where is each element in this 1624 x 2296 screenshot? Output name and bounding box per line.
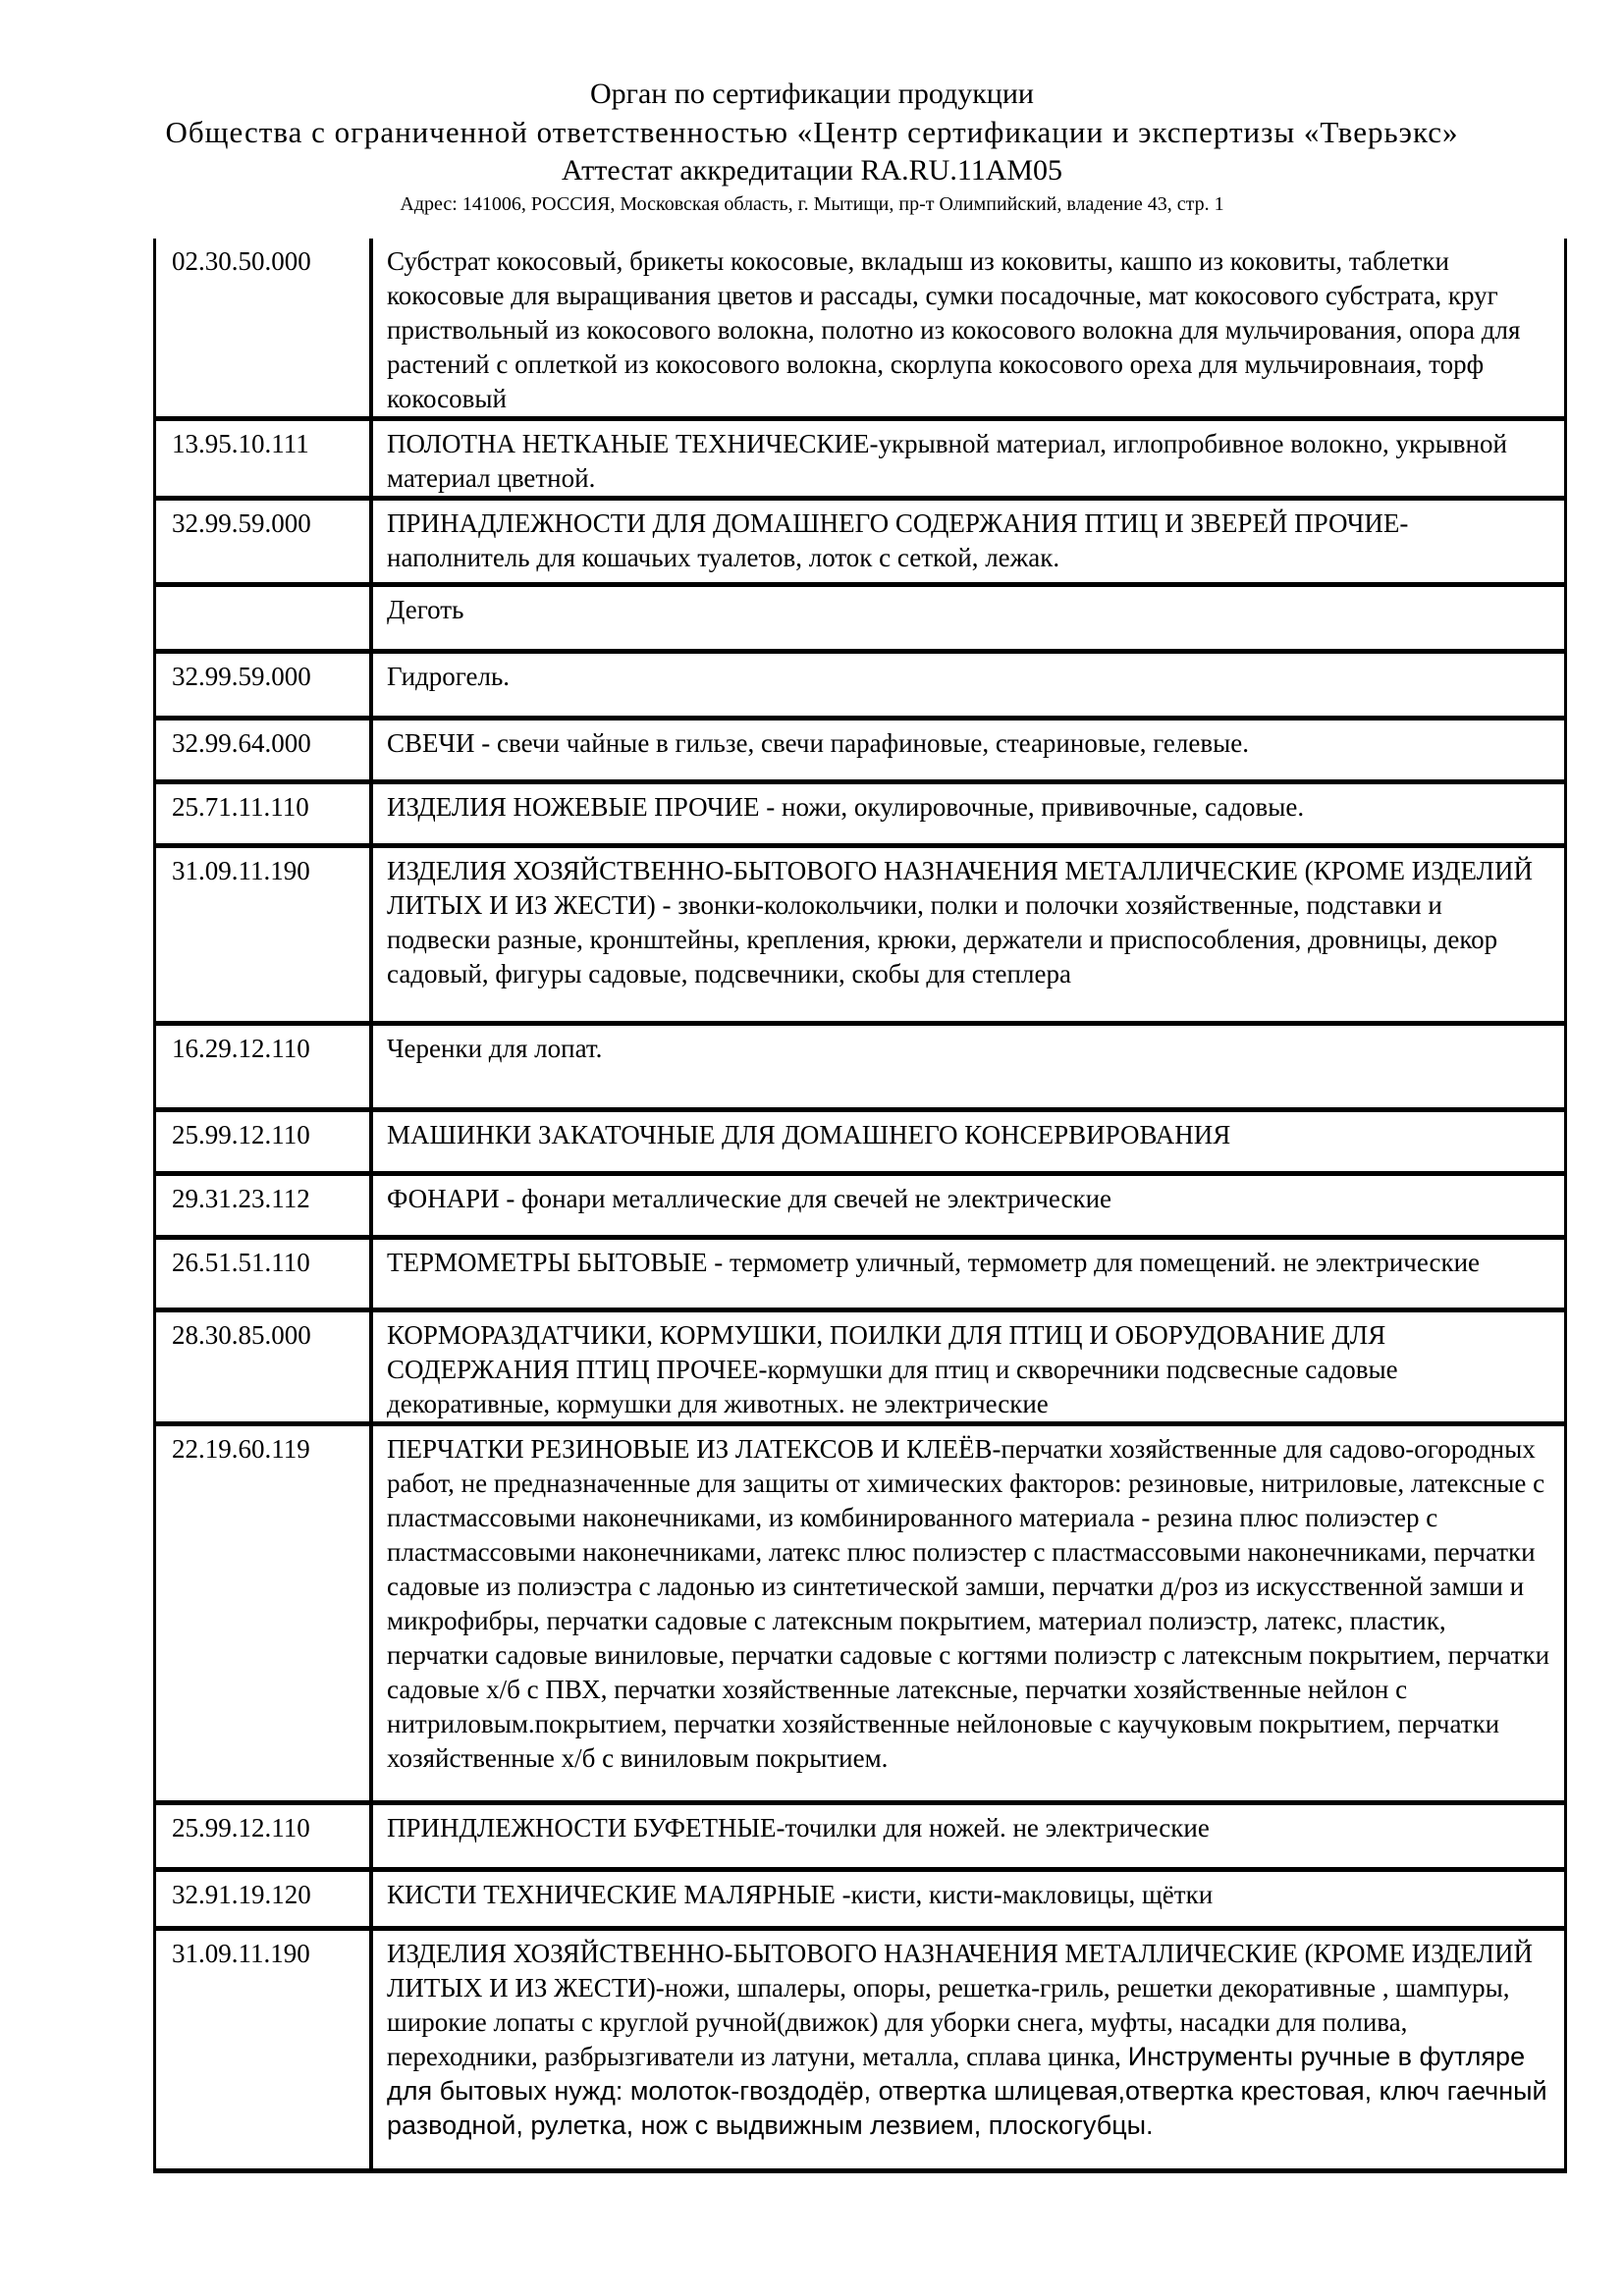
product-description-cell <box>371 585 1566 652</box>
table-row <box>155 782 1566 846</box>
table-row <box>155 1024 1566 1110</box>
table-row <box>155 1803 1566 1870</box>
description-text: ПРИНАДЛЕЖНОСТИ ДЛЯ ДОМАШНЕГО СОДЕРЖАНИЯ ПТИЦ И ЗВЕРЕЙ ПРОЧИЕ-наполнитель для кошачьих туалетов, лоток с сеткой, лежак. <box>387 508 1409 572</box>
description-text: КОРМОРАЗДАТЧИКИ, КОРМУШКИ, ПОИЛКИ ДЛЯ ПТИЦ И ОБОРУДОВАНИЕ ДЛЯ СОДЕРЖАНИЯ ПТИЦ ПРОЧЕЕ-кормушки для птиц и скворечники подсвесные садовые декоративные, кормушки для животных. не электрические <box>387 1320 1398 1418</box>
description-text: МАШИНКИ ЗАКАТОЧНЫЕ ДЛЯ ДОМАШНЕГО КОНСЕРВИРОВАНИЯ <box>387 1120 1231 1149</box>
description-text: ИЗДЕЛИЯ ХОЗЯЙСТВЕННО-БЫТОВОГО НАЗНАЧЕНИЯ МЕТАЛЛИЧЕСКИЕ (КРОМЕ ИЗДЕЛИЙ ЛИТЫХ И ИЗ ЖЕСТИ)-ножи, шпалеры, опоры, решетка-гриль, решетки декоративные , шампуры, широкие лопаты с круглой ручной(движок) для уборки снега, муфты, насадки для полива, переходники, разбрызгиватели из латуни, металла, сплава цинка, <box>387 1939 1533 2071</box>
description-text: ПЕРЧАТКИ РЕЗИНОВЫЕ ИЗ ЛАТЕКСОВ И КЛЕЁВ-перчатки хозяйственные для садово-огородных работ, не предназначенные для защиты от химических факторов: резиновые, нитриловые, латексные с пластмассовыми наконечниками, из комбинированного материала - резина плюс полиэстер с пластмассовыми наконечниками, латекс плюс полиэстер с пластмассовыми наконечниками, перчатки садовые из полиэстра с ладонью из синтетической замши, перчатки д/роз из искусственной замши и микрофибры, перчатки садовые с латексным покрытием, материал полиэстр, латекс, пластик, перчатки садовые виниловые, перчатки садовые с когтями полиэстр с латексным покрытием, перчатки садовые х/б с ПВХ, перчатки хозяйственные латексные, перчатки хозяйственные нейлон с нитриловым.покрытием, перчатки хозяйственные нейлоновые с каучуковым покрытием, перчатки хозяйственные х/б с виниловым покрытием. <box>387 1434 1550 1773</box>
table-row <box>155 585 1566 652</box>
product-description-cell <box>371 1024 1566 1110</box>
product-description-cell <box>371 1110 1566 1174</box>
product-code-cell: 22.19.60.119 <box>155 1424 372 1803</box>
product-code-cell <box>155 585 372 652</box>
table-row <box>155 1424 1566 1803</box>
accreditation-certificate: Аттестат аккредитации RA.RU.11АМ05 <box>561 154 1063 187</box>
description-text: ПРИНДЛЕЖНОСТИ БУФЕТНЫЕ-точилки для ножей. не электрические <box>387 1813 1210 1842</box>
product-code-cell: 26.51.51.110 <box>155 1238 372 1310</box>
table-row <box>155 1929 1566 2171</box>
product-description-cell <box>371 1238 1566 1310</box>
description-text: СВЕЧИ - свечи чайные в гильзе, свечи парафиновые, стеариновые, гелевые. <box>387 728 1249 758</box>
organization-name: Общества с ограниченной ответственностью «Центр сертификации и экспертизы «Тверьэкс» <box>165 115 1459 149</box>
product-code-cell: 32.99.59.000 <box>155 499 372 585</box>
product-description-cell <box>371 1870 1566 1929</box>
product-description-cell <box>371 652 1566 719</box>
product-description-cell <box>371 419 1566 499</box>
description-text: Черенки для лопат. <box>387 1034 603 1063</box>
table-row <box>155 239 1566 419</box>
product-description-cell <box>371 239 1566 419</box>
product-description-cell <box>371 1310 1566 1424</box>
product-code-cell: 02.30.50.000 <box>155 239 372 419</box>
table-row <box>155 1310 1566 1424</box>
product-code-cell: 32.91.19.120 <box>155 1870 372 1929</box>
table-row <box>155 1238 1566 1310</box>
product-code-cell: 13.95.10.111 <box>155 419 372 499</box>
description-text: ИЗДЕЛИЯ ХОЗЯЙСТВЕННО-БЫТОВОГО НАЗНАЧЕНИЯ МЕТАЛЛИЧЕСКИЕ (КРОМЕ ИЗДЕЛИЙ ЛИТЫХ И ИЗ ЖЕСТИ) - звонки-колокольчики, полки и полочки хозяйственные, подставки и подвески разные, кронштейны, крепления, крюки, держатели и приспособления, дровницы, декор садовый, фигуры садовые, подсвечники, скобы для степлера <box>387 856 1533 988</box>
table-row <box>155 652 1566 719</box>
product-code-cell: 25.99.12.110 <box>155 1110 372 1174</box>
product-table-body <box>155 239 1566 2171</box>
table-row <box>155 1174 1566 1238</box>
product-description-cell <box>371 782 1566 846</box>
product-description-cell <box>371 846 1566 1024</box>
description-text: ТЕРМОМЕТРЫ БЫТОВЫЕ - термометр уличный, термометр для помещений. не электрические <box>387 1248 1481 1277</box>
product-certification-table <box>153 239 1567 2173</box>
product-code-cell: 31.09.11.190 <box>155 846 372 1024</box>
product-code-cell: 31.09.11.190 <box>155 1929 372 2171</box>
product-description-cell <box>371 1929 1566 2171</box>
product-code-cell: 32.99.59.000 <box>155 652 372 719</box>
table-row <box>155 499 1566 585</box>
description-text: ИЗДЕЛИЯ НОЖЕВЫЕ ПРОЧИЕ - ножи, окулировочные, прививочные, садовые. <box>387 792 1305 822</box>
description-text: ФОНАРИ - фонари металлические для свечей не электрические <box>387 1184 1112 1213</box>
product-code-cell: 25.99.12.110 <box>155 1803 372 1870</box>
document-header <box>0 75 1624 219</box>
product-description-cell <box>371 1424 1566 1803</box>
table-row <box>155 1870 1566 1929</box>
address-line: Адрес: 141006, РОССИЯ, Московская область, г. Мытищи, пр-т Олимпийский, владение 43, стр. 1 <box>400 193 1224 215</box>
product-code-cell: 25.71.11.110 <box>155 782 372 846</box>
description-text: Субстрат кокосовый, брикеты кокосовые, вкладыш из коковиты, кашпо из коковиты, таблетки кокосовые для выращивания цветов и рассады, сумки посадочные, мат кокосового субстрата, круг приствольный из кокосового волокна, полотно из кокосового волокна для мульчирования, опора для растений с оплеткой из кокосового волокна, скорлупа кокосового ореха для мульчировнаия, торф кокосовый <box>387 246 1521 413</box>
product-code-cell: 28.30.85.000 <box>155 1310 372 1424</box>
certification-body-title: Орган по сертификации продукции <box>590 78 1034 110</box>
product-code-cell: 16.29.12.110 <box>155 1024 372 1110</box>
description-text: КИСТИ ТЕХНИЧЕСКИЕ МАЛЯРНЫЕ -кисти, кисти-макловицы, щётки <box>387 1880 1214 1909</box>
description-text-sans: Инструменты ручные в футляре для бытовых нужд: молоток-гвоздодёр, отвертка шлицевая,отвертка крестовая, ключ гаечный разводной, рулетка, нож с выдвижным лезвием, плоскогубцы. <box>387 2042 1547 2140</box>
product-description-cell <box>371 1174 1566 1238</box>
description-text: ПОЛОТНА НЕТКАНЫЕ ТЕХНИЧЕСКИЕ-укрывной материал, иглопробивное волокно, укрывной материал цветной. <box>387 429 1507 493</box>
product-description-cell <box>371 719 1566 782</box>
product-description-cell <box>371 1803 1566 1870</box>
product-code-cell: 32.99.64.000 <box>155 719 372 782</box>
table-row <box>155 419 1566 499</box>
product-code-cell: 29.31.23.112 <box>155 1174 372 1238</box>
product-description-cell <box>371 499 1566 585</box>
table-row <box>155 846 1566 1024</box>
table-row <box>155 1110 1566 1174</box>
table-row <box>155 719 1566 782</box>
description-text: Гидрогель. <box>387 662 511 691</box>
description-text: Деготь <box>387 595 464 624</box>
